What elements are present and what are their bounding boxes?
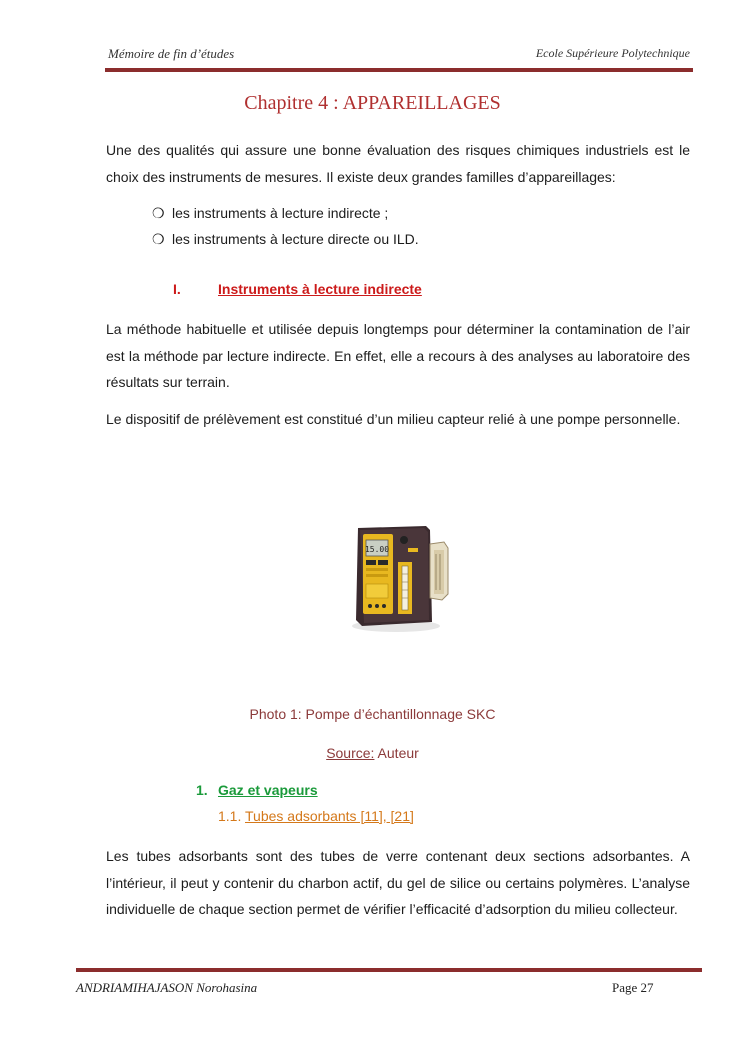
chapter-title: Chapitre 4 : APPAREILLAGES bbox=[244, 92, 501, 114]
pump-display-value: 15.00 bbox=[364, 545, 390, 554]
source-label: Source: bbox=[326, 745, 375, 761]
pump-photo bbox=[344, 522, 454, 634]
section-number: I. bbox=[173, 281, 181, 297]
footer-page-number: Page 27 bbox=[612, 980, 654, 995]
photo-source bbox=[0, 745, 745, 761]
paragraph-2: Le dispositif de prélèvement est constitué d’un milieu capteur relié à une pompe personnelle. bbox=[106, 411, 681, 427]
header-rule bbox=[105, 68, 693, 72]
bullet-circle-icon: ❍ bbox=[152, 231, 165, 247]
section-title: Instruments à lecture indirecte bbox=[218, 281, 422, 297]
bullet-text: les instruments à lecture directe ou ILD. bbox=[172, 231, 419, 247]
header-right: Ecole Supérieure Polytechnique bbox=[535, 46, 690, 60]
subsection-number: 1. bbox=[196, 782, 208, 798]
bullet-text: les instruments à lecture indirecte ; bbox=[172, 205, 389, 221]
subsection-title: Gaz et vapeurs bbox=[218, 782, 318, 798]
subsubsection-title: Tubes adsorbants [11], [21] bbox=[245, 808, 414, 824]
subsubsection-number: 1.1. bbox=[218, 808, 242, 824]
intro-paragraph: Une des qualités qui assure une bonne évaluation des risques chimiques industriels est le choix des instruments de mesures. Il existe deux grandes familles d’appareillages: bbox=[106, 142, 690, 185]
paragraph-3: Les tubes adsorbants sont des tubes de verre contenant deux sections adsorbantes. A l’intérieur, il peut y contenir du charbon actif, du gel de silice ou certains polymères. L’analyse individuelle de chaque section permet de vérifier l’efficacité d’adsorption du milieu collecteur. bbox=[106, 848, 690, 917]
paragraph-1: La méthode habituelle et utilisée depuis longtemps pour déterminer la contamination de l’air est la méthode par lecture indirecte. En effet, elle a recours à des analyses au laboratoire des résultats sur terrain. bbox=[106, 321, 690, 390]
bullet-item bbox=[152, 205, 388, 222]
footer-rule bbox=[76, 968, 702, 972]
footer-author: ANDRIAMIHAJASON Norohasina bbox=[76, 980, 258, 995]
bullet-circle-icon: ❍ bbox=[152, 205, 165, 221]
photo-caption: Photo 1: Pompe d’échantillonnage SKC bbox=[249, 706, 496, 722]
header-left: Mémoire de fin d’études bbox=[108, 46, 235, 61]
source-value: Auteur bbox=[374, 745, 419, 761]
bullet-item bbox=[152, 231, 419, 248]
